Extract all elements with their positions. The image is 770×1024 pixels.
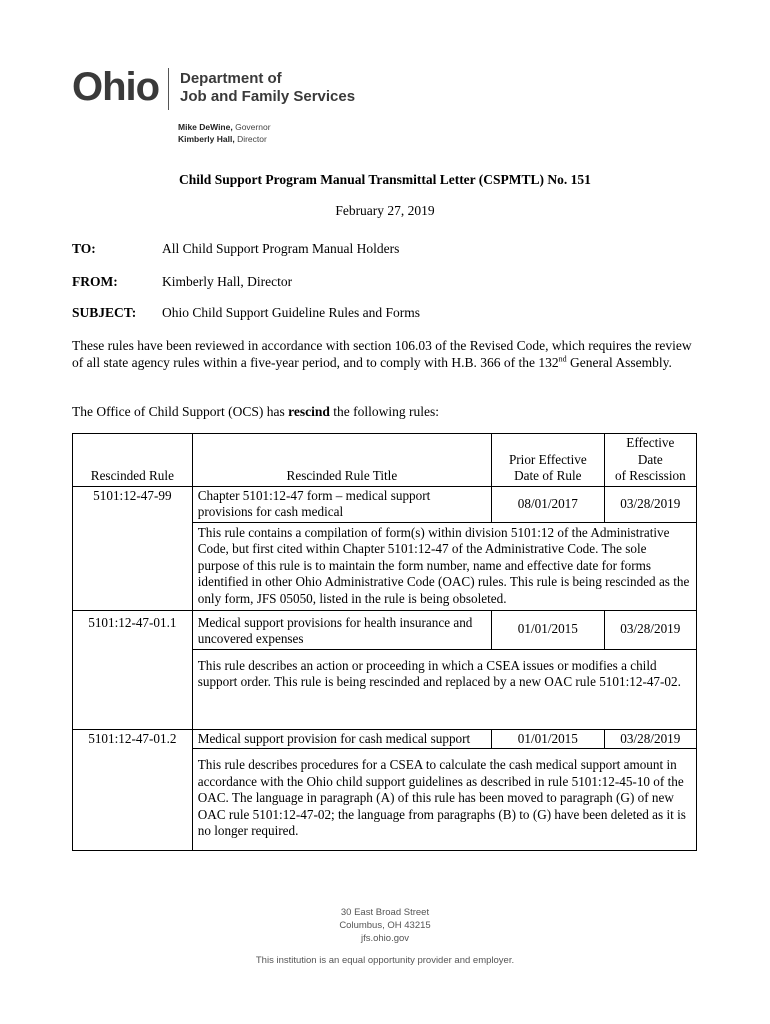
rule-title: Medical support provision for cash medical support <box>192 729 491 749</box>
letter-date: February 27, 2019 <box>335 203 435 218</box>
from-row <box>72 274 292 290</box>
intro-superscript: nd <box>558 354 567 364</box>
from-label: FROM: <box>72 274 118 289</box>
header-title: Rescinded Rule Title <box>192 434 491 487</box>
rescission-date: 03/28/2019 <box>604 729 696 749</box>
footer-website: jfs.ohio.gov <box>360 933 410 944</box>
director-title: Director <box>237 134 267 144</box>
rescind-prefix: The Office of Child Support (OCS) has <box>72 404 289 419</box>
header-eff-line3: of Rescission <box>614 468 686 483</box>
subject-label: SUBJECT: <box>72 305 137 320</box>
rescind-paragraph <box>72 403 702 420</box>
officials-block <box>178 121 271 145</box>
rescind-suffix: the following rules: <box>329 404 439 419</box>
to-value: All Child Support Program Manual Holders <box>162 241 400 256</box>
subject-value: Ohio Child Support Guideline Rules and Forms <box>162 305 420 320</box>
rescind-bold: rescind <box>288 404 330 419</box>
governor-line <box>178 121 271 133</box>
from-value: Kimberly Hall, Director <box>162 274 293 289</box>
rule-description: This rule contains a compilation of form(s) within division 5101:12 of the Administrative Code, but first cited within Chapter 5101:12-47 of the Administrative Code. The sole purpose of this rule is to maintain the form number, name and effective date for forms identified in other Ohio Administrative Code (OAC) rules. This rule is being rescinded as the only form, JFS 05050, listed in the rule is being obsoleted. <box>192 522 696 610</box>
director-name: Kimberly Hall, <box>178 134 235 144</box>
intro-paragraph <box>72 337 702 371</box>
letter-title: Child Support Program Manual Transmittal Letter (CSPMTL) No. 151 <box>179 172 591 187</box>
table-row <box>73 729 697 749</box>
intro-text-1: These rules have been reviewed in accordance with section 106.03 of the Revised Code, which requires the review of all state agency rules within a five-year period, and to comply with H.B. 366 of the 132 <box>72 338 692 370</box>
prior-date: 01/01/2015 <box>492 610 605 649</box>
director-line <box>178 133 271 145</box>
rule-number: 5101:12-47-01.1 <box>73 610 193 729</box>
footer-city: Columbus, OH 43215 <box>339 920 431 931</box>
rescission-date: 03/28/2019 <box>604 610 696 649</box>
prior-date: 08/01/2017 <box>492 486 605 522</box>
header-rescission-date <box>604 434 696 487</box>
table-row <box>73 486 697 522</box>
header-rule: Rescinded Rule <box>73 434 193 487</box>
department-line-1: Department of <box>180 70 282 87</box>
prior-date: 01/01/2015 <box>492 729 605 749</box>
header-eff-line2: Date <box>637 451 663 467</box>
rule-description: This rule describes an action or proceeding in which a CSEA issues or modifies a child support order. This rule is being rescinded and replaced by a new OAC rule 5101:12-47-02. <box>192 649 696 729</box>
footer-equal-opportunity: This institution is an equal opportunity provider and employer. <box>255 955 515 966</box>
to-row <box>72 241 399 257</box>
governor-name: Mike DeWine, <box>178 122 233 132</box>
logo-divider <box>168 68 169 110</box>
table-row <box>73 610 697 649</box>
rule-description: This rule describes procedures for a CSEA to calculate the cash medical support amount in accordance with the Ohio child support guidelines as described in rule 5101:12-45-10 of the OAC. The language in paragraph (A) of this rule has been moved to paragraph (G) of new OAC rule 5101:12-47-02; the language from paragraphs (B) to (G) have been deleted as it is no longer required. <box>192 749 696 851</box>
header-prior-date: Prior Effective Date of Rule <box>492 434 605 487</box>
rule-number: 5101:12-47-01.2 <box>73 729 193 851</box>
logo-wordmark: Ohio <box>72 65 160 109</box>
subject-row <box>72 305 420 321</box>
intro-text-2: General Assembly. <box>566 355 672 370</box>
footer-street: 30 East Broad Street <box>340 907 430 918</box>
rule-title: Medical support provisions for health insurance and uncovered expenses <box>192 610 491 649</box>
governor-title: Governor <box>235 122 271 132</box>
rule-number: 5101:12-47-99 <box>73 486 193 610</box>
to-label: TO: <box>72 241 96 256</box>
department-line-2: Job and Family Services <box>180 88 356 105</box>
footer-address <box>0 906 770 945</box>
department-name <box>180 70 355 106</box>
header-eff-line1: Effective <box>626 435 675 450</box>
rule-title: Chapter 5101:12-47 form – medical support provisions for cash medical <box>192 486 491 522</box>
table-header-row <box>73 434 697 487</box>
rescinded-rules-table <box>72 433 697 851</box>
rescission-date: 03/28/2019 <box>604 486 696 522</box>
